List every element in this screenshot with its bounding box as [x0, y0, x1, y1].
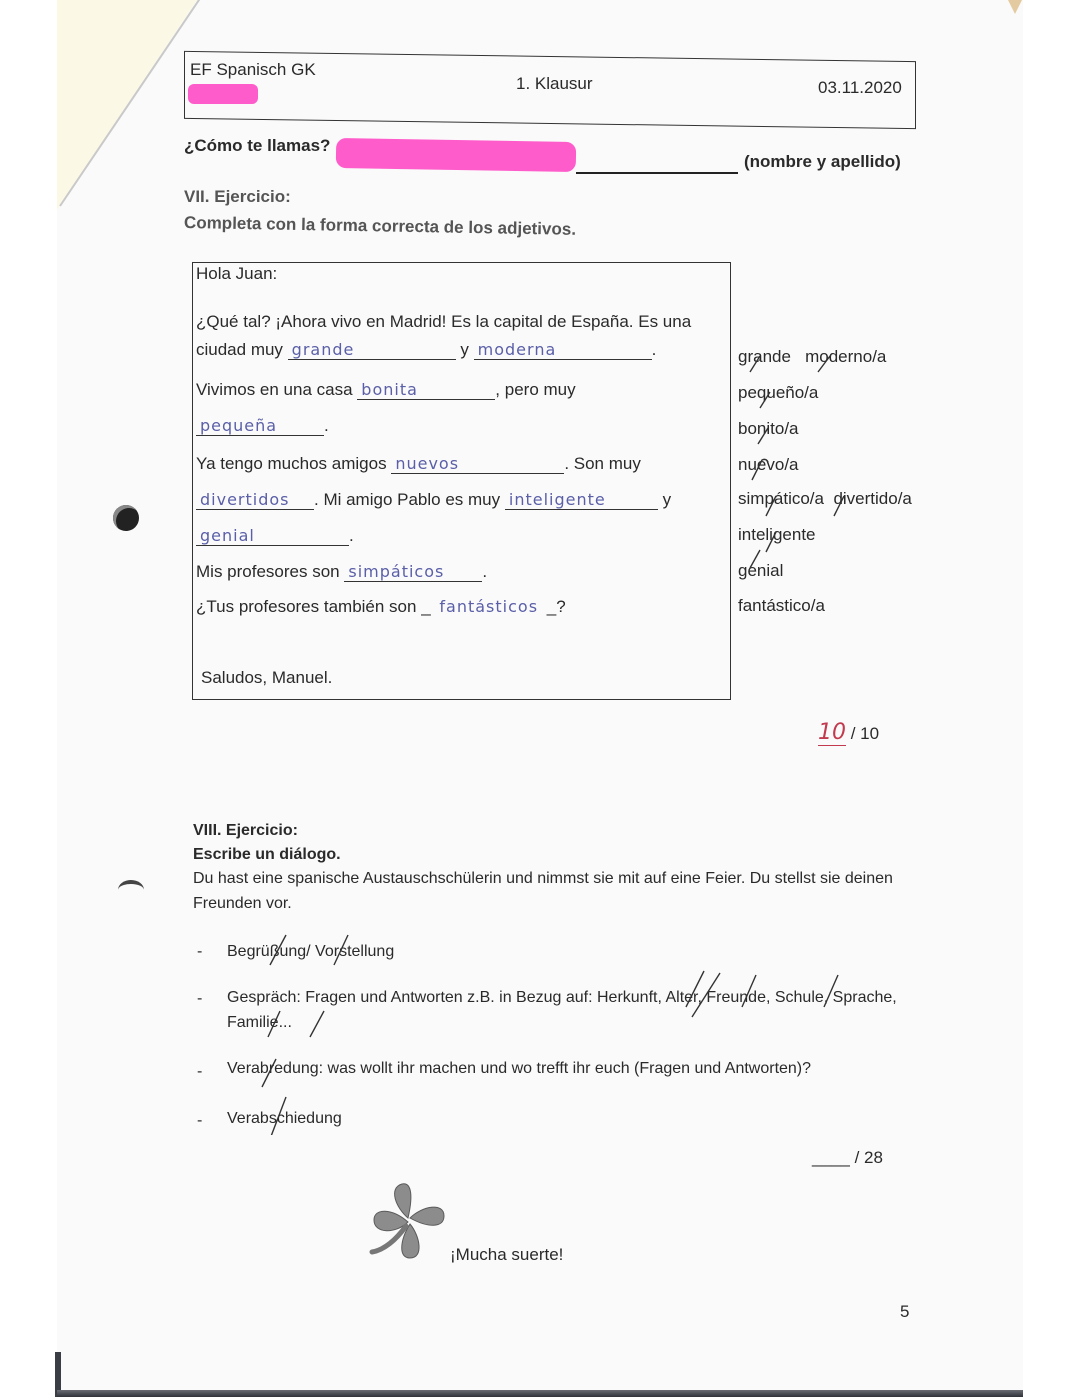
answer-field[interactable]: inteligente: [505, 490, 658, 510]
word-bank-row: bonito/a: [738, 419, 799, 438]
word-bank-row: nuevo/a: [738, 455, 799, 474]
exercise7-title: VII. Ejercicio:: [184, 187, 291, 206]
static-text: . Mi amigo Pablo es muy: [314, 490, 501, 509]
word-bank-item: divertido/a: [833, 489, 912, 508]
answer-field[interactable]: bonita: [357, 380, 495, 400]
bullet-marker: -: [197, 1063, 203, 1080]
score-total: / 10: [850, 724, 880, 743]
exercise8-score: [812, 1148, 883, 1168]
exercise7-instruction: Completa con la forma correcta de los adjetivos.: [183, 213, 577, 239]
four-leaf-clover-icon: [366, 1178, 450, 1262]
answer-field[interactable]: pequeña: [196, 416, 324, 436]
score-achieved: 10: [818, 720, 846, 745]
static-text: .: [651, 340, 657, 359]
answer-field[interactable]: nuevos: [391, 454, 564, 474]
word-bank-item: grande: [738, 347, 791, 366]
answer-field[interactable]: grande: [288, 340, 456, 360]
static-text: , pero muy: [495, 380, 576, 399]
word-bank-item: simpático/a: [738, 489, 824, 508]
name-hint: (nombre y apellido): [744, 152, 901, 171]
score-total: / 28: [854, 1148, 883, 1167]
score-achieved: ____: [812, 1148, 850, 1167]
exercise8-title: VIII. Ejercicio:: [193, 822, 298, 839]
word-bank-row: inteligente: [738, 525, 816, 544]
redacted-name: [336, 138, 576, 172]
exam-date: 03.11.2020: [818, 78, 902, 97]
checkmark-icon: [220, 925, 920, 1135]
punch-hole-icon: [113, 505, 139, 531]
course-name: EF Spanisch GK: [190, 60, 316, 79]
letter-line: [196, 340, 656, 360]
answer-field[interactable]: fantásticos: [439, 597, 539, 616]
letter-line: [196, 562, 487, 582]
static-text: _?: [546, 597, 566, 616]
answer-field[interactable]: simpáticos: [344, 562, 482, 582]
word-bank-row: genial: [738, 561, 784, 580]
word-bank-row: pequeño/a: [738, 383, 819, 402]
exam-title: 1. Klausur: [516, 74, 593, 93]
static-text: Vivimos en una casa: [196, 380, 353, 399]
bullet-marker: -: [197, 943, 203, 960]
checkmark-icon: [738, 340, 938, 580]
static-text: y: [460, 340, 469, 359]
word-bank-row: fantástico/a: [738, 596, 825, 615]
exercise7-score: [818, 720, 879, 745]
static-text: Mis profesores son: [196, 562, 340, 581]
answer-field[interactable]: moderna: [474, 340, 652, 360]
task-item: Begrüßung/ Vorstellung: [227, 943, 395, 960]
letter-line: [196, 490, 671, 510]
static-text: ciudad muy: [196, 340, 283, 359]
good-luck-message: ¡Mucha suerte!: [450, 1245, 564, 1264]
task-item: Verabschiedung: [227, 1110, 342, 1127]
static-text: ¿Tus profesores también son _: [196, 597, 431, 616]
task-item: Gespräch: Fragen und Antworten z.B. in Bezug auf: Herkunft, Alter, Freunde, Schule, Sprache, Familie...: [227, 989, 897, 1031]
bullet-marker: -: [197, 1112, 203, 1129]
letter-line: ¿Qué tal? ¡Ahora vivo en Madrid! Es la capital de España. Es una: [196, 312, 692, 331]
static-text: .: [324, 416, 329, 435]
letter-line: [196, 454, 641, 474]
static-text: . Son muy: [564, 454, 641, 473]
letter-greeting: Hola Juan:: [196, 264, 278, 283]
letter-line: [196, 380, 576, 400]
letter-line: [196, 526, 354, 546]
answer-field[interactable]: genial: [196, 526, 349, 546]
static-text: .: [482, 562, 488, 581]
answer-field[interactable]: divertidos: [196, 490, 314, 510]
task-item: Verabredung: was wollt ihr machen und wo trefft ihr euch (Fragen und Antworten)?: [227, 1060, 812, 1077]
letter-closing: Saludos, Manuel.: [201, 668, 333, 687]
letter-line: [196, 416, 329, 436]
letter-line: [196, 597, 566, 617]
name-field-line[interactable]: [576, 172, 738, 174]
name-question: ¿Cómo te llamas?: [184, 136, 331, 155]
punch-hole-icon: [118, 880, 144, 900]
static-text: Ya tengo muchos amigos: [196, 454, 387, 473]
bullet-marker: -: [197, 990, 203, 1007]
static-text: y: [662, 490, 672, 509]
static-text: .: [349, 526, 354, 545]
word-bank-item: moderno/a: [805, 347, 887, 366]
page-number: 5: [900, 1302, 910, 1321]
exercise8-instruction: Escribe un diálogo.: [193, 846, 341, 863]
exercise8-description: Du hast eine spanische Austauschschülerin und nimmst sie mit auf eine Feier. Du stellst sie deinen Freunden vor.: [193, 870, 893, 912]
redacted-class: [188, 84, 258, 104]
page-edge-shadow-bottom: [57, 1390, 1023, 1397]
